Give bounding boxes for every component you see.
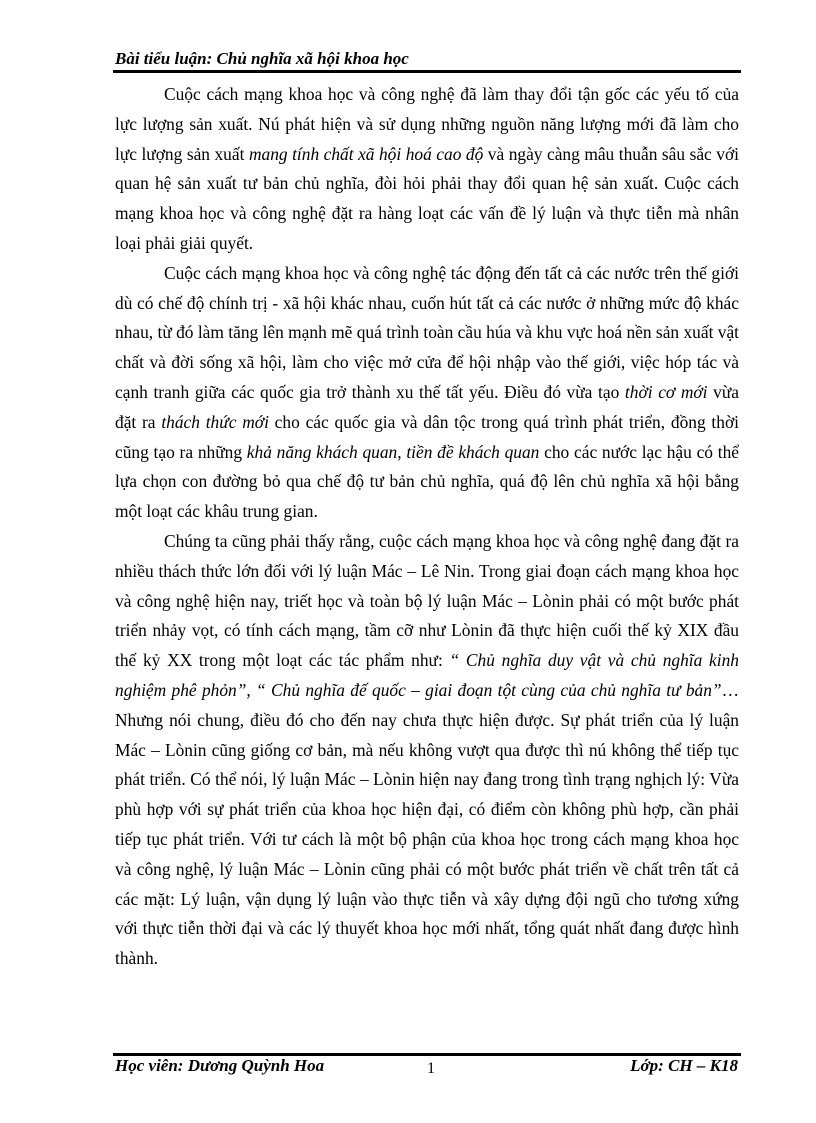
header-rule [113,70,741,73]
text-run: và ngày càng mâu thuẫn sâu sắc với quan hệ sản xuất tư bản chủ nghĩa, đòi hỏi phải thay đổi quan hệ sản xuất. Cuộc cách mạng khoa học và công nghệ đặt ra hàng loạt các vấn đề lý luận và thực tiễn mà nhân loại phải giải quyết. [115,143,739,253]
paragraph [115,259,739,527]
paragraph [115,527,739,974]
page-number: 1 [427,1060,435,1077]
text-run: vừa đặt ra [115,381,740,432]
text-run: Chúng ta cũng phải thấy rằng, cuộc cách mạng khoa học và công nghệ đang đặt ra nhiều thách thức lớn đối với lý luận Mác – Lê Nin. Trong giai đoạn cách mạng khoa học và công nghệ hiện nay, triết học và toàn bộ lý luận Mác – Lònin phải có một bước phát triển nhảy vọt, có tính cách mạng, tầm cỡ như Lònin đã thực hiện cuối thế kỷ XIX đầu thế kỷ XX trong một loạt các tác phẩm như: [115,530,739,671]
footer-student-name: Học viên: Dương Quỳnh Hoa [115,1056,325,1075]
italic-run: thời cơ mới [624,381,708,402]
footer-class: Lớp: CH – K18 [630,1056,738,1075]
body-text [115,80,739,974]
text-run: cho các nước lạc hậu có thể lựa chọn con đường bỏ qua chế độ tư bản chủ nghĩa, quá độ lên chủ nghĩa xã hội bằng một loạt các khâu trung gian. [115,441,739,522]
paragraph [115,80,739,259]
italic-run: khả năng khách quan, tiền đề khách quan [246,441,540,462]
text-run: cho các quốc gia và dân tộc trong quá trình phát triển, đồng thời cũng tạo ra những [115,411,739,462]
text-run: Cuộc cách mạng khoa học và công nghệ tác động đến tất cả các nước trên thế giới dù có chế độ chính trị - xã hội khác nhau, cuốn hút tất cả các nước ở những mức độ khác nhau, từ đó làm tăng lên mạnh mẽ quá trình toàn cầu húa và khu vực hoá nền sản xuất vật chất và đời sống xã hội, làm cho việc mở cửa để hội nhập vào thế giới, việc hóp tác và cạnh tranh giữa các quốc gia trở thành xu thế tất yếu. Điều đó vừa tạo [115,262,739,402]
italic-run: mang tính chất xã hội hoá cao độ [248,143,484,164]
italic-run: thách thức mới [161,411,269,432]
text-run: … Nhưng nói chung, điều đó cho đến nay chưa thực hiện được. Sự phát triển của lý luận Mác – Lònin cũng giống cơ bản, mà nếu không vượt qua được thì nú không thể tiếp tục phát triển. Có thể nói, lý luận Mác – Lònin hiện nay đang trong tình trạng nghịch lý: Vừa phù hợp với sự phát triển của khoa học hiện đại, có điểm còn không phù hợp, cần phải tiếp tục phát triển. Với tư cách là một bộ phận của khoa học trong cách mạng khoa học và công nghệ, lý luận Mác – Lònin cũng phải có một bước phát triển về chất trên tất cả các mặt: Lý luận, vận dụng lý luận vào thực tiễn và xây dựng đội ngũ cho tương xứng với thực tiễn thời đại và các lý thuyết khoa học mới nhất, tổng quát nhất đang được hình thành. [115,679,739,969]
header-title: Bài tiểu luận: Chủ nghĩa xã hội khoa học [115,49,409,68]
italic-run: “ Chủ nghĩa duy vật và chủ nghĩa kinh nghiệm phê phỏn”, “ Chủ nghĩa đế quốc – giai đoạn tột cùng của chủ nghĩa tư bản” [115,650,739,700]
text-run: Cuộc cách mạng khoa học và công nghệ đã làm thay đổi tận gốc các yếu tố của lực lượng sản xuất. Nú phát hiện và sử dụng những nguồn năng lượng mới đã làm cho lực lượng sản xuất [115,84,739,164]
